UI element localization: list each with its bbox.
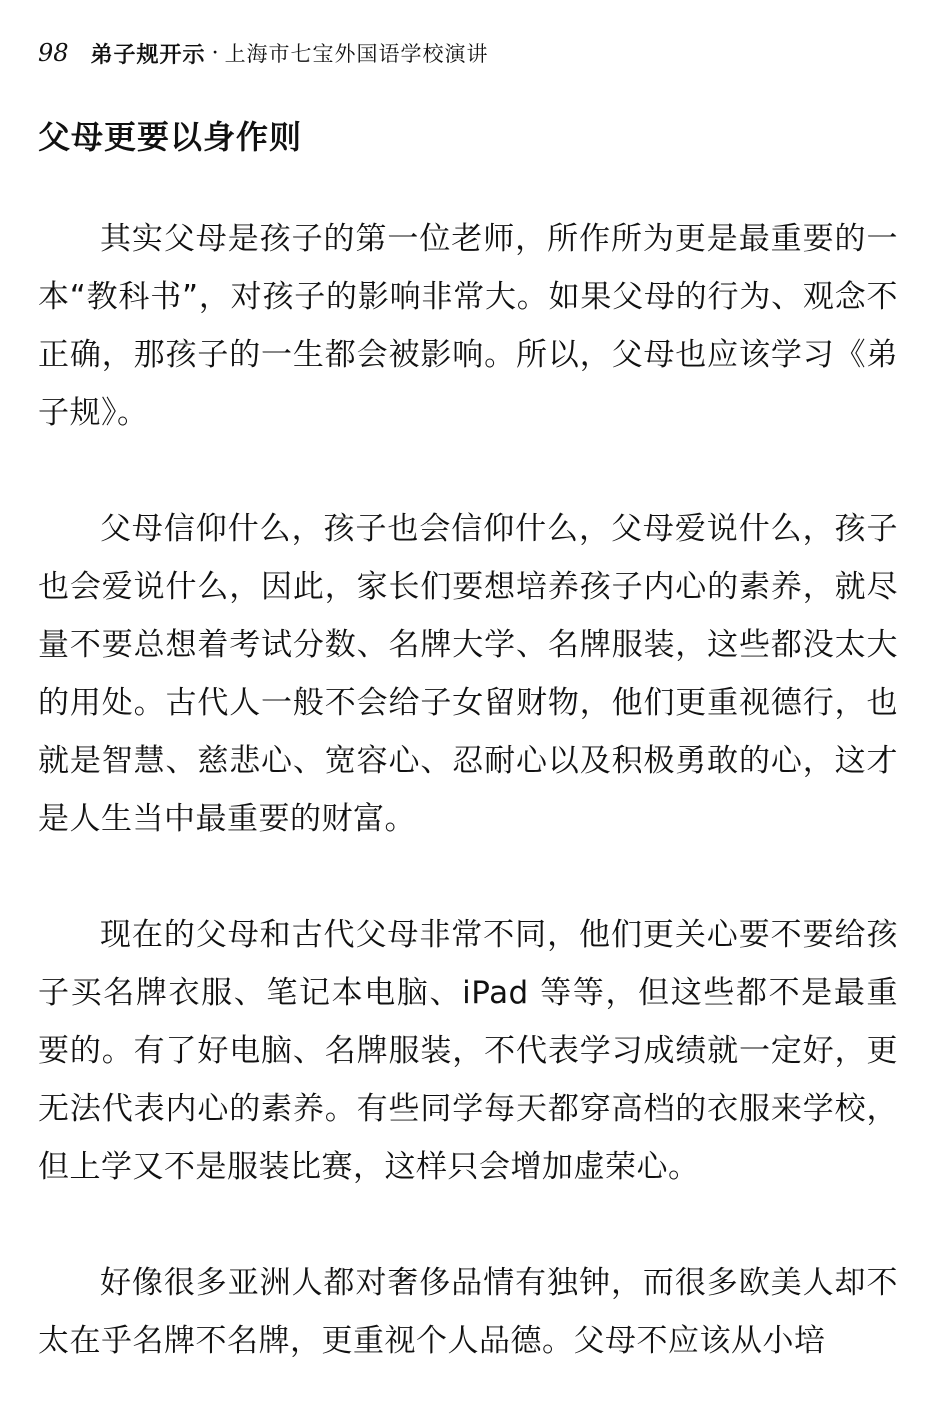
paragraph-2: 父母信仰什么，孩子也会信仰什么，父母爱说什么，孩子也会爱说什么，因此，家长们要想培养孩子内心的素养，就尽量不要总想着考试分数、名牌大学、名牌服装，这些都没太大的用处。古代人一般不会给子女留财物，他们更重视德行，也就是智慧、慈悲心、宽容心、忍耐心以及积极勇敢的心，这才是人生当中最重要的财富。 [38, 511, 898, 837]
header-separator: · [211, 40, 219, 66]
paragraph-3: 现在的父母和古代父母非常不同，他们更关心要不要给孩子买名牌衣服、笔记本电脑、iPad 等等，但这些都不是最重要的。有了好电脑、名牌服装，不代表学习成绩就一定好，更无法代表内心的素养。有些同学每天都穿高档的衣服来学校，但上学又不是服装比赛，这样只会增加虚荣心。 [38, 917, 898, 1185]
paragraph-1: 其实父母是孩子的第一位老师，所作所为更是最重要的一本“教科书”，对孩子的影响非常大。如果父母的行为、观念不正确，那孩子的一生都会被影响。所以，父母也应该学习《弟子规》。 [38, 221, 898, 431]
book-title: 弟子规开示 [90, 41, 206, 68]
page-number: 98 [38, 39, 69, 67]
body-text [38, 210, 898, 1428]
paragraph-4: 好像很多亚洲人都对奢侈品情有独钟，而很多欧美人却不太在乎名牌不名牌，更重视个人品德。父母不应该从小培 [38, 1265, 898, 1359]
book-subtitle: 上海市七宝外国语学校演讲 [224, 42, 489, 66]
section-title: 父母更要以身作则 [38, 118, 303, 156]
running-header [38, 36, 489, 70]
